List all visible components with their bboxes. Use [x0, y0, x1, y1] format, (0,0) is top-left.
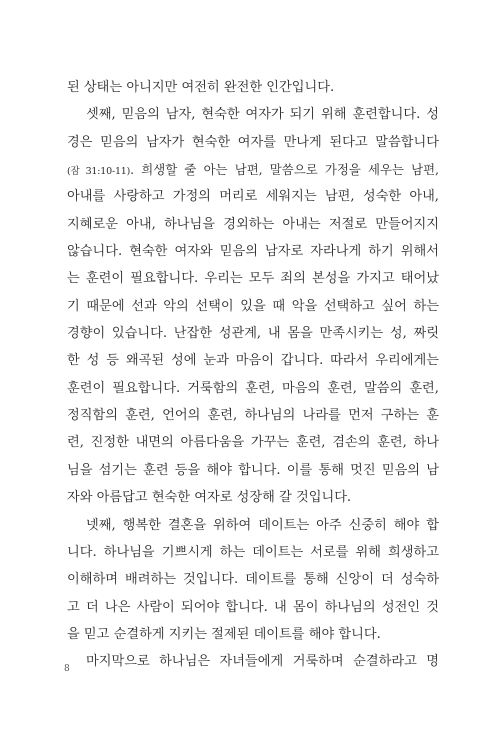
- text-line: [67, 594, 439, 621]
- scripture-reference: (잠 31:10-11): [67, 166, 131, 178]
- line-text: 이해하며 배려하는 것입니다. 데이트를 통해 신앙이 더 성숙하: [67, 572, 439, 588]
- text-line: [67, 293, 439, 320]
- line-text: 기 때문에 선과 악의 선택이 있을 때 악을 선택하고 싶어 하는: [67, 298, 439, 314]
- line-text: 된 상태는 아니지만 여전히 완전한 인간입니다.: [67, 80, 335, 95]
- text-line: [67, 183, 439, 210]
- text-line: [67, 429, 439, 456]
- line-text: 련, 진정한 내면의 아름다움을 가꾸는 훈련, 겸손의 훈련, 하나: [67, 435, 439, 451]
- text-line: [67, 156, 439, 183]
- line-text: 않습니다. 현숙한 여자와 믿음의 남자로 자라나게 하기 위해서: [67, 244, 439, 260]
- text-line: [67, 101, 439, 128]
- line-text: 니다. 하나님을 기쁘시게 하는 데이트는 서로를 위해 희생하고: [67, 544, 439, 560]
- line-text: 님을 섬기는 훈련 등을 해야 합니다. 이를 통해 멋진 믿음의 남: [67, 462, 439, 478]
- line-text: . 희생할 줄 아는 남편, 말씀으로 가정을 세우는 남편,: [130, 162, 439, 178]
- text-line: [67, 512, 439, 539]
- text-line: [67, 566, 439, 593]
- text-line: [67, 238, 439, 265]
- line-text: 셋째, 믿음의 남자, 현숙한 여자가 되기 위해 훈련합니다. 성: [86, 107, 439, 123]
- line-text: 넷째, 행복한 결혼을 위하여 데이트는 아주 신중히 해야 합: [86, 517, 439, 533]
- page-number: 8: [64, 664, 70, 674]
- text-line: [67, 457, 439, 484]
- line-text: 아내를 사랑하고 가정의 머리로 세워지는 남편, 성숙한 아내,: [67, 189, 439, 205]
- text-line: [67, 484, 439, 511]
- text-line: [67, 347, 439, 374]
- line-text: 정직함의 훈련, 언어의 훈련, 하나님의 나라를 먼저 구하는 훈: [67, 408, 439, 424]
- text-line: [67, 211, 439, 238]
- line-text: 마지막으로 하나님은 자녀들에게 거룩하며 순결하라고 명: [86, 654, 439, 670]
- line-text: 을 믿고 순결하게 지키는 절제된 데이트를 해야 합니다.: [67, 626, 381, 642]
- text-line: [67, 402, 439, 429]
- line-text: 한 성 등 왜곡된 성에 눈과 마음이 갑니다. 따라서 우리에게는: [67, 353, 439, 369]
- text-line: [67, 129, 439, 156]
- text-line: [67, 621, 439, 648]
- line-text: 경은 믿음의 남자가 현숙한 여자를 만나게 된다고 말씀합니다: [67, 134, 439, 150]
- line-text: 고 더 나은 사람이 되어야 합니다. 내 몸이 하나님의 성전인 것: [67, 599, 439, 615]
- text-line: [67, 74, 439, 101]
- text-line: [67, 539, 439, 566]
- text-line: [67, 265, 439, 292]
- line-text: 지혜로운 아내, 하나님을 경외하는 아내는 저절로 만들어지지: [67, 216, 439, 232]
- line-text: 자와 아름답고 현숙한 여자로 성장해 갈 것입니다.: [67, 490, 352, 506]
- line-text: 훈련이 필요합니다. 거룩함의 훈련, 마음의 훈련, 말씀의 훈련,: [67, 380, 439, 396]
- body-text: [67, 74, 439, 676]
- line-text: 경향이 있습니다. 난잡한 성관계, 내 몸을 만족시키는 성, 짜릿: [67, 326, 439, 342]
- line-text: 는 훈련이 필요합니다. 우리는 모두 죄의 본성을 가지고 태어났: [67, 271, 439, 287]
- text-line: [67, 375, 439, 402]
- text-line: [67, 320, 439, 347]
- text-line: [67, 648, 439, 675]
